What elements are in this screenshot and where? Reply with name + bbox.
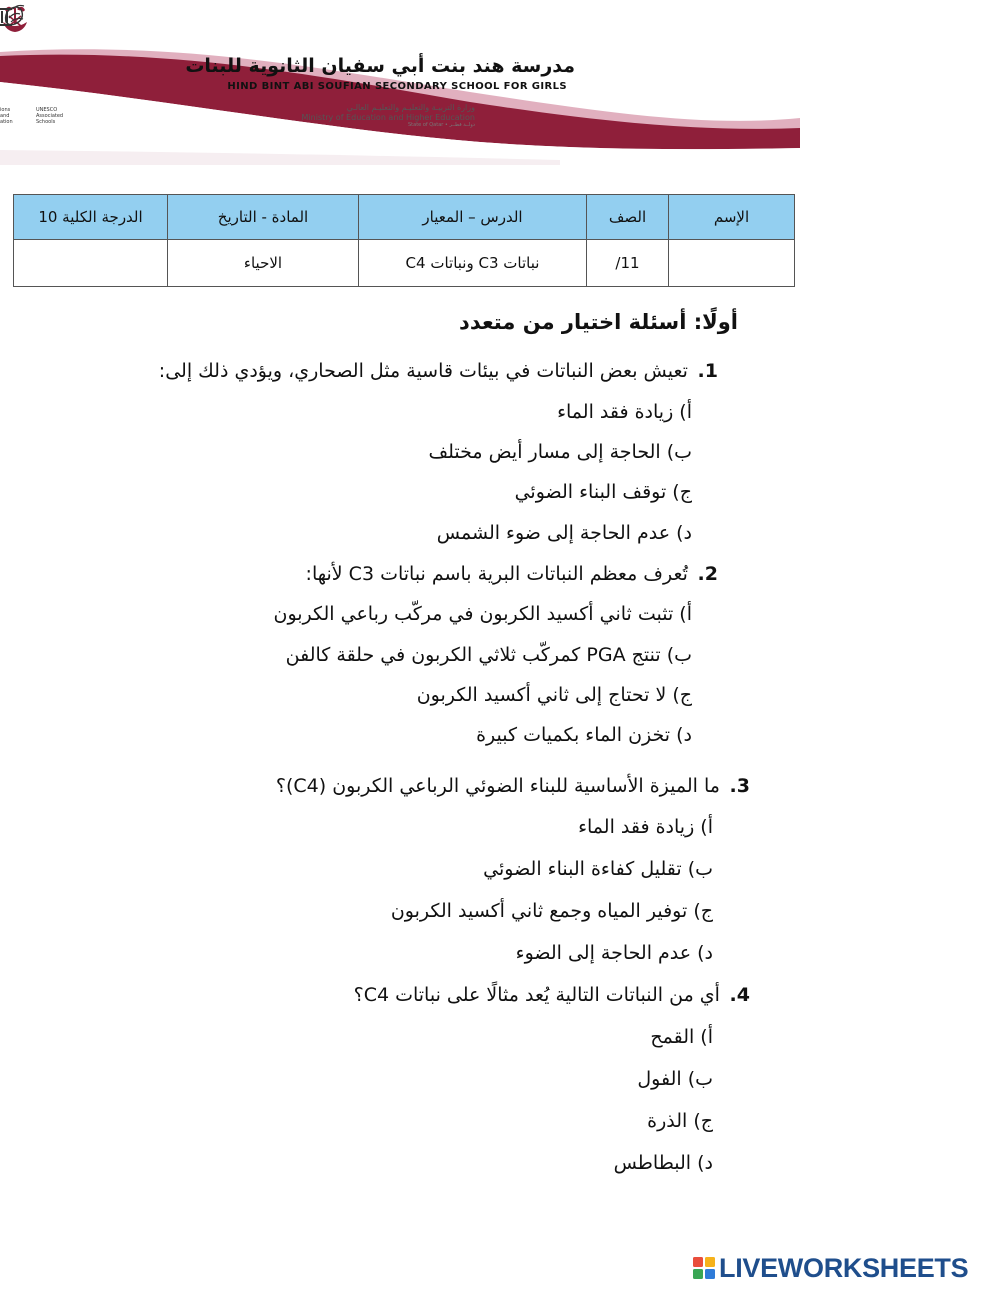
q4-option-b[interactable]: ب) الفول: [637, 1068, 713, 1090]
unesco-caption-text: UNESCO Associated Schools: [36, 107, 64, 125]
unesco-cut-caption-text: ions and ation: [0, 107, 13, 125]
liveworksheets-icon: [693, 1257, 715, 1279]
section-title: أولًا: أسئلة اختيار من متعدد: [459, 310, 738, 334]
q3-option-c[interactable]: ج) توفير المياه وجمع ثاني أكسيد الكربون: [390, 900, 713, 922]
value-subject: الاحياء: [168, 240, 359, 287]
ministry-name-english: Ministry of Education and Higher Education: [301, 113, 475, 122]
q4-option-c[interactable]: ج) الذرة: [647, 1110, 713, 1132]
school-name-arabic: مدرسة هند بنت أبي سفيان الثانوية للبنات: [185, 55, 575, 77]
unesco-temple-icon: [0, 0, 14, 34]
liveworksheets-wordmark: LIVEWORKSHEETS: [719, 1252, 969, 1283]
q1-option-b[interactable]: ب) الحاجة إلى مسار أيض مختلف: [428, 441, 692, 463]
q1-option-a[interactable]: أ) زيادة فقد الماء: [557, 401, 692, 423]
q2-option-a[interactable]: أ) تثبت ثاني أكسيد الكربون في مركّب رباعي الكربون: [273, 603, 692, 625]
question-4: [354, 984, 750, 1006]
question-3: [276, 775, 750, 797]
info-table-header-row: [14, 195, 795, 240]
question-number: 1.: [697, 360, 718, 382]
unesco-cut-caption: [0, 107, 13, 125]
value-score[interactable]: [14, 240, 168, 287]
question-1: [159, 360, 718, 382]
q3-option-b[interactable]: ب) تقليل كفاءة البناء الضوئي: [483, 858, 713, 880]
info-table-values-row: [14, 240, 795, 287]
q4-option-a[interactable]: أ) القمح: [650, 1026, 713, 1048]
value-name[interactable]: [669, 240, 795, 287]
question-number: 3.: [729, 775, 750, 797]
q2-option-d[interactable]: د) تخزن الماء بكميات كبيرة: [476, 724, 692, 746]
q3-option-a[interactable]: أ) زيادة فقد الماء: [578, 816, 713, 838]
q4-option-d[interactable]: د) البطاطس: [613, 1152, 713, 1174]
question-text: تعيش بعض النباتات في بيئات قاسية مثل الصحاري، ويؤدي ذلك إلى:: [158, 360, 688, 382]
liveworksheets-logo[interactable]: [693, 1253, 968, 1283]
q1-option-d[interactable]: د) عدم الحاجة إلى ضوء الشمس: [436, 522, 692, 544]
value-lesson: نباتات C3 ونباتات C4: [359, 240, 587, 287]
ministry-state: State of Qatar • دولــة قطــر: [408, 122, 475, 128]
q1-option-c[interactable]: ج) توقف البناء الضوئي: [514, 481, 692, 503]
unesco-caption: [36, 107, 63, 125]
question-number: 4.: [729, 984, 750, 1006]
value-grade[interactable]: 11/: [587, 240, 669, 287]
question-text: تُعرف معظم النباتات البرية باسم نباتات C3 لأنها:: [305, 563, 688, 585]
q3-option-d[interactable]: د) عدم الحاجة إلى الضوء: [515, 942, 713, 964]
header-name: الإسم: [669, 195, 795, 240]
ministry-name-arabic: وزارة التربيـة والتعليـم والتعليـم العالـي: [346, 103, 475, 112]
school-name-english: HIND BINT ABI SOUFIAN SECONDARY SCHOOL FOR GIRLS: [227, 81, 567, 92]
student-info-table: [13, 194, 795, 287]
header-lesson: الدرس – المعيار: [359, 195, 587, 240]
question-text: ما الميزة الأساسية للبناء الضوئي الرباعي الكربون (C4)؟: [275, 775, 720, 797]
question-text: أي من النباتات التالية يُعد مثالًا على نباتات C4؟: [353, 984, 720, 1006]
school-header: [0, 0, 800, 165]
question-2: [306, 563, 718, 585]
question-number: 2.: [697, 563, 718, 585]
q2-option-c[interactable]: ج) لا تحتاج إلى ثاني أكسيد الكربون: [416, 684, 692, 706]
header-grade: الصف: [587, 195, 669, 240]
header-total-score: الدرجة الكلية 10: [14, 195, 168, 240]
header-subject-date: المادة - التاريخ: [168, 195, 359, 240]
q2-option-b[interactable]: ب) تنتج PGA كمركّب ثلاثي الكربون في حلقة كالفن: [285, 644, 692, 666]
